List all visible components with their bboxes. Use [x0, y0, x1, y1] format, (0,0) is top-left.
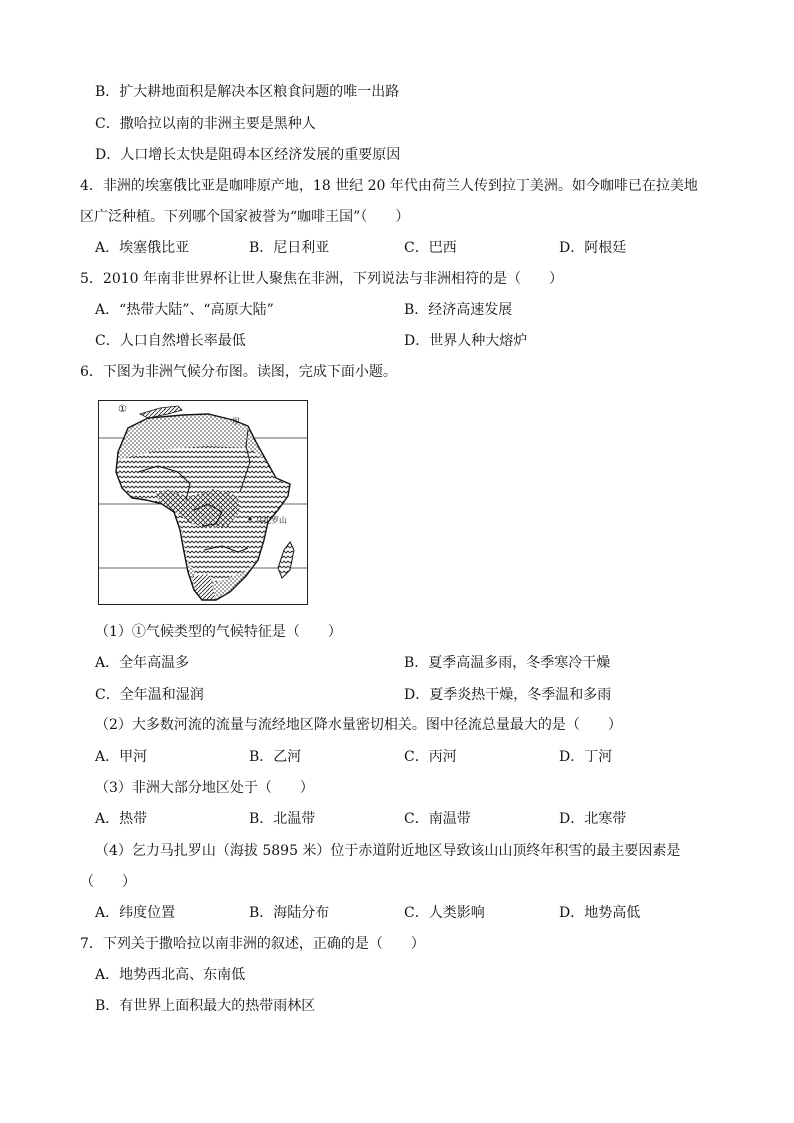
q6-sub1-option-b: B．夏季高温多雨，冬季寒冷干燥 [404, 655, 611, 671]
q5-stem: 5．2010 年南非世界杯让世人聚焦在非洲，下列说法与非洲相符的是（ ） [80, 271, 563, 287]
q6-sub2-option-a: A．甲河 [95, 749, 148, 765]
africa-map-svg [98, 400, 308, 605]
q6-sub4-option-b: B．海陆分布 [249, 905, 330, 921]
q6-sub3-option-d: D．北寒带 [559, 811, 627, 827]
q6-sub1-stem: （1）①气候类型的气候特征是（ ） [95, 624, 342, 640]
q6-sub3-option-b: B．北温带 [249, 811, 316, 827]
q4-option-c: C．巴西 [404, 240, 457, 256]
q5-option-d: D．世界人种大熔炉 [404, 333, 528, 349]
q6-sub4-stem-line1: （4）乞力马扎罗山（海拔 5895 米）位于赤道附近地区导致该山山顶终年积雪的最主要因素是 [95, 843, 681, 859]
q6-sub2-stem: （2）大多数河流的流量与流经地区降水量密切相关。图中径流总量最大的是（ ） [95, 717, 622, 733]
map-label-jia: 甲 [232, 417, 240, 426]
q6-sub2-option-c: C．丙河 [404, 749, 457, 765]
q3-option-b: B．扩大耕地面积是解决本区粮食问题的唯一出路 [95, 84, 400, 100]
q6-sub1-option-c: C．全年温和湿润 [95, 687, 204, 703]
q6-sub4-option-a: A．纬度位置 [95, 905, 176, 921]
q7-stem: 7．下列关于撒哈拉以南非洲的叙述，正确的是（ ） [80, 936, 425, 952]
q3-option-d: D．人口增长太快是阻碍本区经济发展的重要原因 [95, 147, 401, 163]
q6-sub4-option-c: C．人类影响 [404, 905, 485, 921]
q4-stem-line1: 4．非洲的埃塞俄比亚是咖啡原产地，18 世纪 20 年代由荷兰人传到拉丁美洲。如今咖啡已在拉美地 [80, 178, 698, 194]
q5-option-c: C．人口自然增长率最低 [95, 333, 246, 349]
q3-option-c: C．撒哈拉以南的非洲主要是黑种人 [95, 116, 316, 132]
q6-sub3-option-a: A．热带 [95, 811, 148, 827]
q6-sub2-option-d: D．丁河 [559, 749, 613, 765]
q4-option-b: B．尼日利亚 [249, 240, 330, 256]
q6-sub2-option-b: B．乙河 [249, 749, 302, 765]
q4-option-d: D．阿根廷 [559, 240, 627, 256]
q6-stem: 6．下图为非洲气候分布图。读图，完成下面小题。 [80, 364, 397, 380]
kilimanjaro-marker [248, 517, 251, 520]
map-label-kilimanjaro: 马扎罗山 [255, 516, 287, 525]
q7-option-b: B．有世界上面积最大的热带雨林区 [95, 998, 316, 1014]
q6-sub4-stem-line2: （ ） [80, 874, 136, 890]
q6-sub3-option-c: C．南温带 [404, 811, 471, 827]
q6-sub4-option-d: D．地势高低 [559, 905, 641, 921]
q4-option-a: A．埃塞俄比亚 [95, 240, 190, 256]
africa-climate-map [98, 400, 308, 605]
q6-sub3-stem: （3）非洲大部分地区处于（ ） [95, 780, 314, 796]
q6-sub1-option-a: A．全年高温多 [95, 655, 190, 671]
q7-option-a: A．地势西北高、东南低 [95, 967, 246, 983]
q4-stem-line2: 区广泛种植。下列哪个国家被誉为“咖啡王国”（ ） [80, 209, 410, 225]
map-label-1: ① [118, 404, 127, 415]
q5-option-a: A．“热带大陆”、“高原大陆” [95, 302, 274, 318]
q5-option-b: B．经济高速发展 [404, 302, 513, 318]
q6-sub1-option-d: D．夏季炎热干燥，冬季温和多雨 [404, 687, 612, 703]
